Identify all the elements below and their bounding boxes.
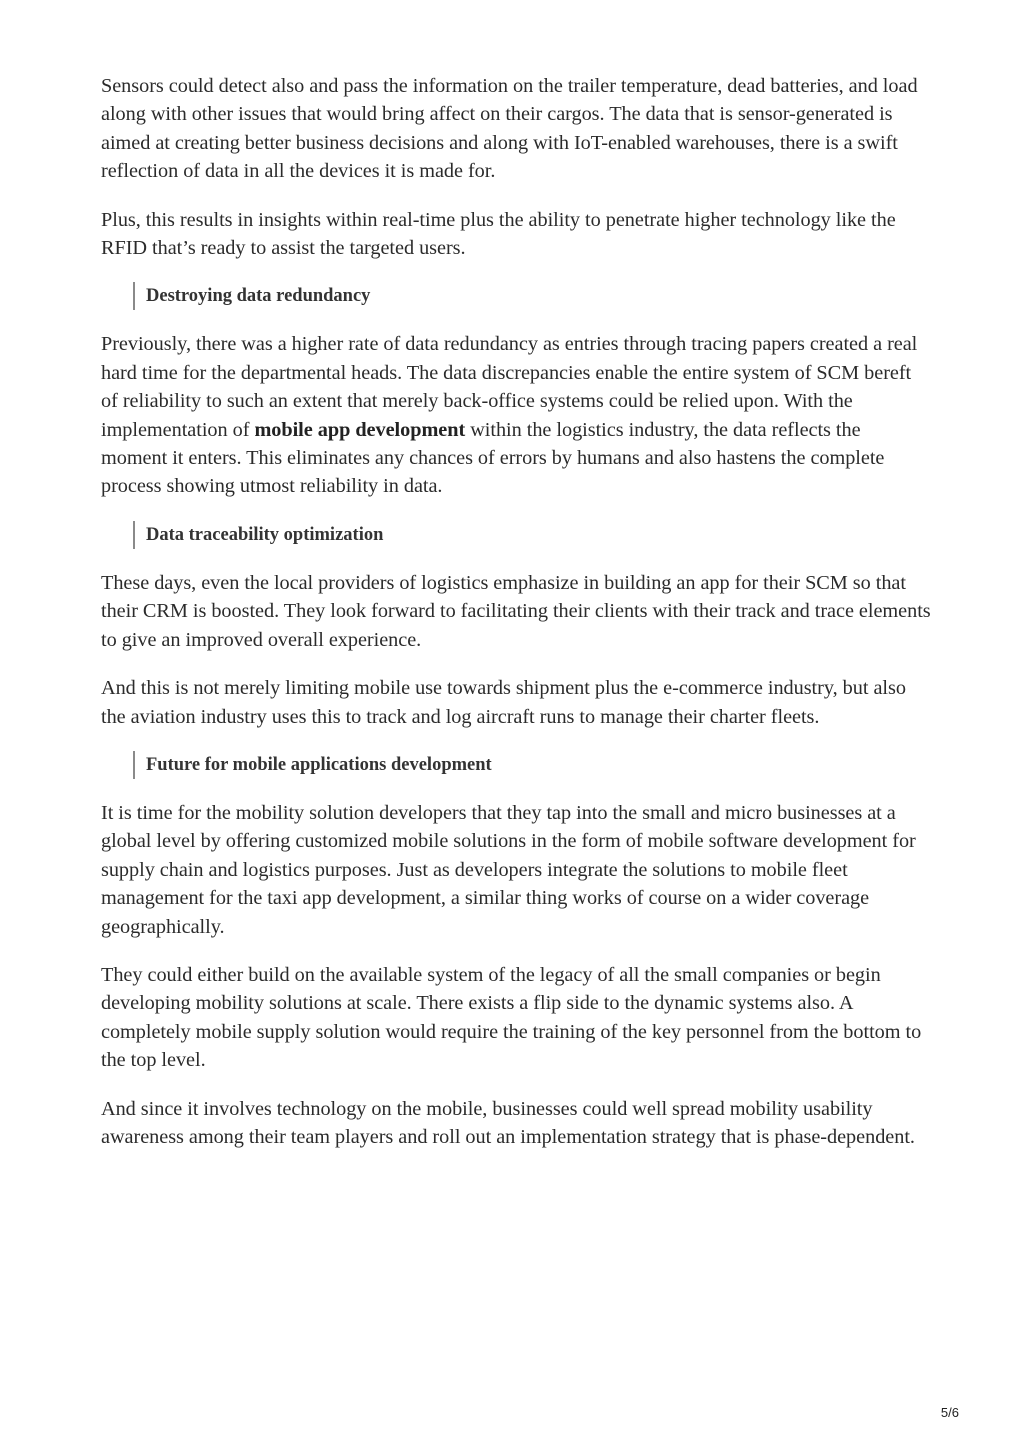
article-body [101, 72, 931, 1171]
paragraph-local-providers: These days, even the local providers of logistics emphasize in building an app for their SCM so that their CRM is boosted. They look forward to facilitating their clients with their track and trace elements to give an improved overall experience. [101, 571, 931, 651]
subheading-future-mobile-applications: Future for mobile applications development [133, 751, 931, 779]
paragraph-sensors: Sensors could detect also and pass the information on the trailer temperature, dead batteries, and load along with other issues that would bring affect on their cargos. The data that is sensor-generated is aimed at creating better business decisions and along with IoT-enabled warehouses, there is a swift reflection of data in all the devices it is made for. [101, 75, 918, 183]
paragraph-mobility-developers: It is time for the mobility solution developers that they tap into the small and micro businesses at a global level by offering customized mobile solutions in the form of mobile software development for supply chain and logistics purposes. Just as developers integrate the solutions to mobile fleet management for the taxi app development, a similar thing works of course on a wider coverage geographically. [101, 801, 916, 938]
paragraph-mobility-awareness: And since it involves technology on the mobile, businesses could well spread mobility usability awareness among their team players and roll out an implementation strategy that is phase-dependent. [101, 1097, 915, 1148]
subheading-data-traceability-optimization: Data traceability optimization [133, 521, 931, 549]
paragraph-realtime-insights: Plus, this results in insights within real-time plus the ability to penetrate higher technology like the RFID that’s ready to assist the targeted users. [101, 208, 896, 260]
paragraph-aviation-industry: And this is not merely limiting mobile use towards shipment plus the e-commerce industry, but also the aviation industry uses this to track and log aircraft runs to manage their charter fleets. [101, 677, 906, 728]
page-number: 5/6 [940, 1405, 959, 1420]
paragraph-data-redundancy [101, 330, 931, 500]
paragraph-text: Previously, there was a higher rate of data redundancy as entries through tracing papers created a real hard time for the departmental heads. The data discrepancies enable the entire system of SCM bereft of reliability to such an extent that merely back-office systems could be relied upon. With the implementation of [101, 333, 918, 441]
paragraph-text: within the logistics industry, the data reflects the moment it enters. This eliminates any chances of errors by humans and also hastens the complete process showing utmost reliability in data. [101, 418, 885, 498]
subheading-destroying-data-redundancy: Destroying data redundancy [133, 282, 931, 310]
paragraph-legacy-systems: They could either build on the available system of the legacy of all the small companies or begin developing mobility solutions at scale. There exists a flip side to the dynamic systems also. A completely mobile supply solution would require the training of the key personnel from the bottom to the top level. [101, 963, 922, 1072]
bold-phrase-mobile-app-development: mobile app development [254, 418, 466, 441]
